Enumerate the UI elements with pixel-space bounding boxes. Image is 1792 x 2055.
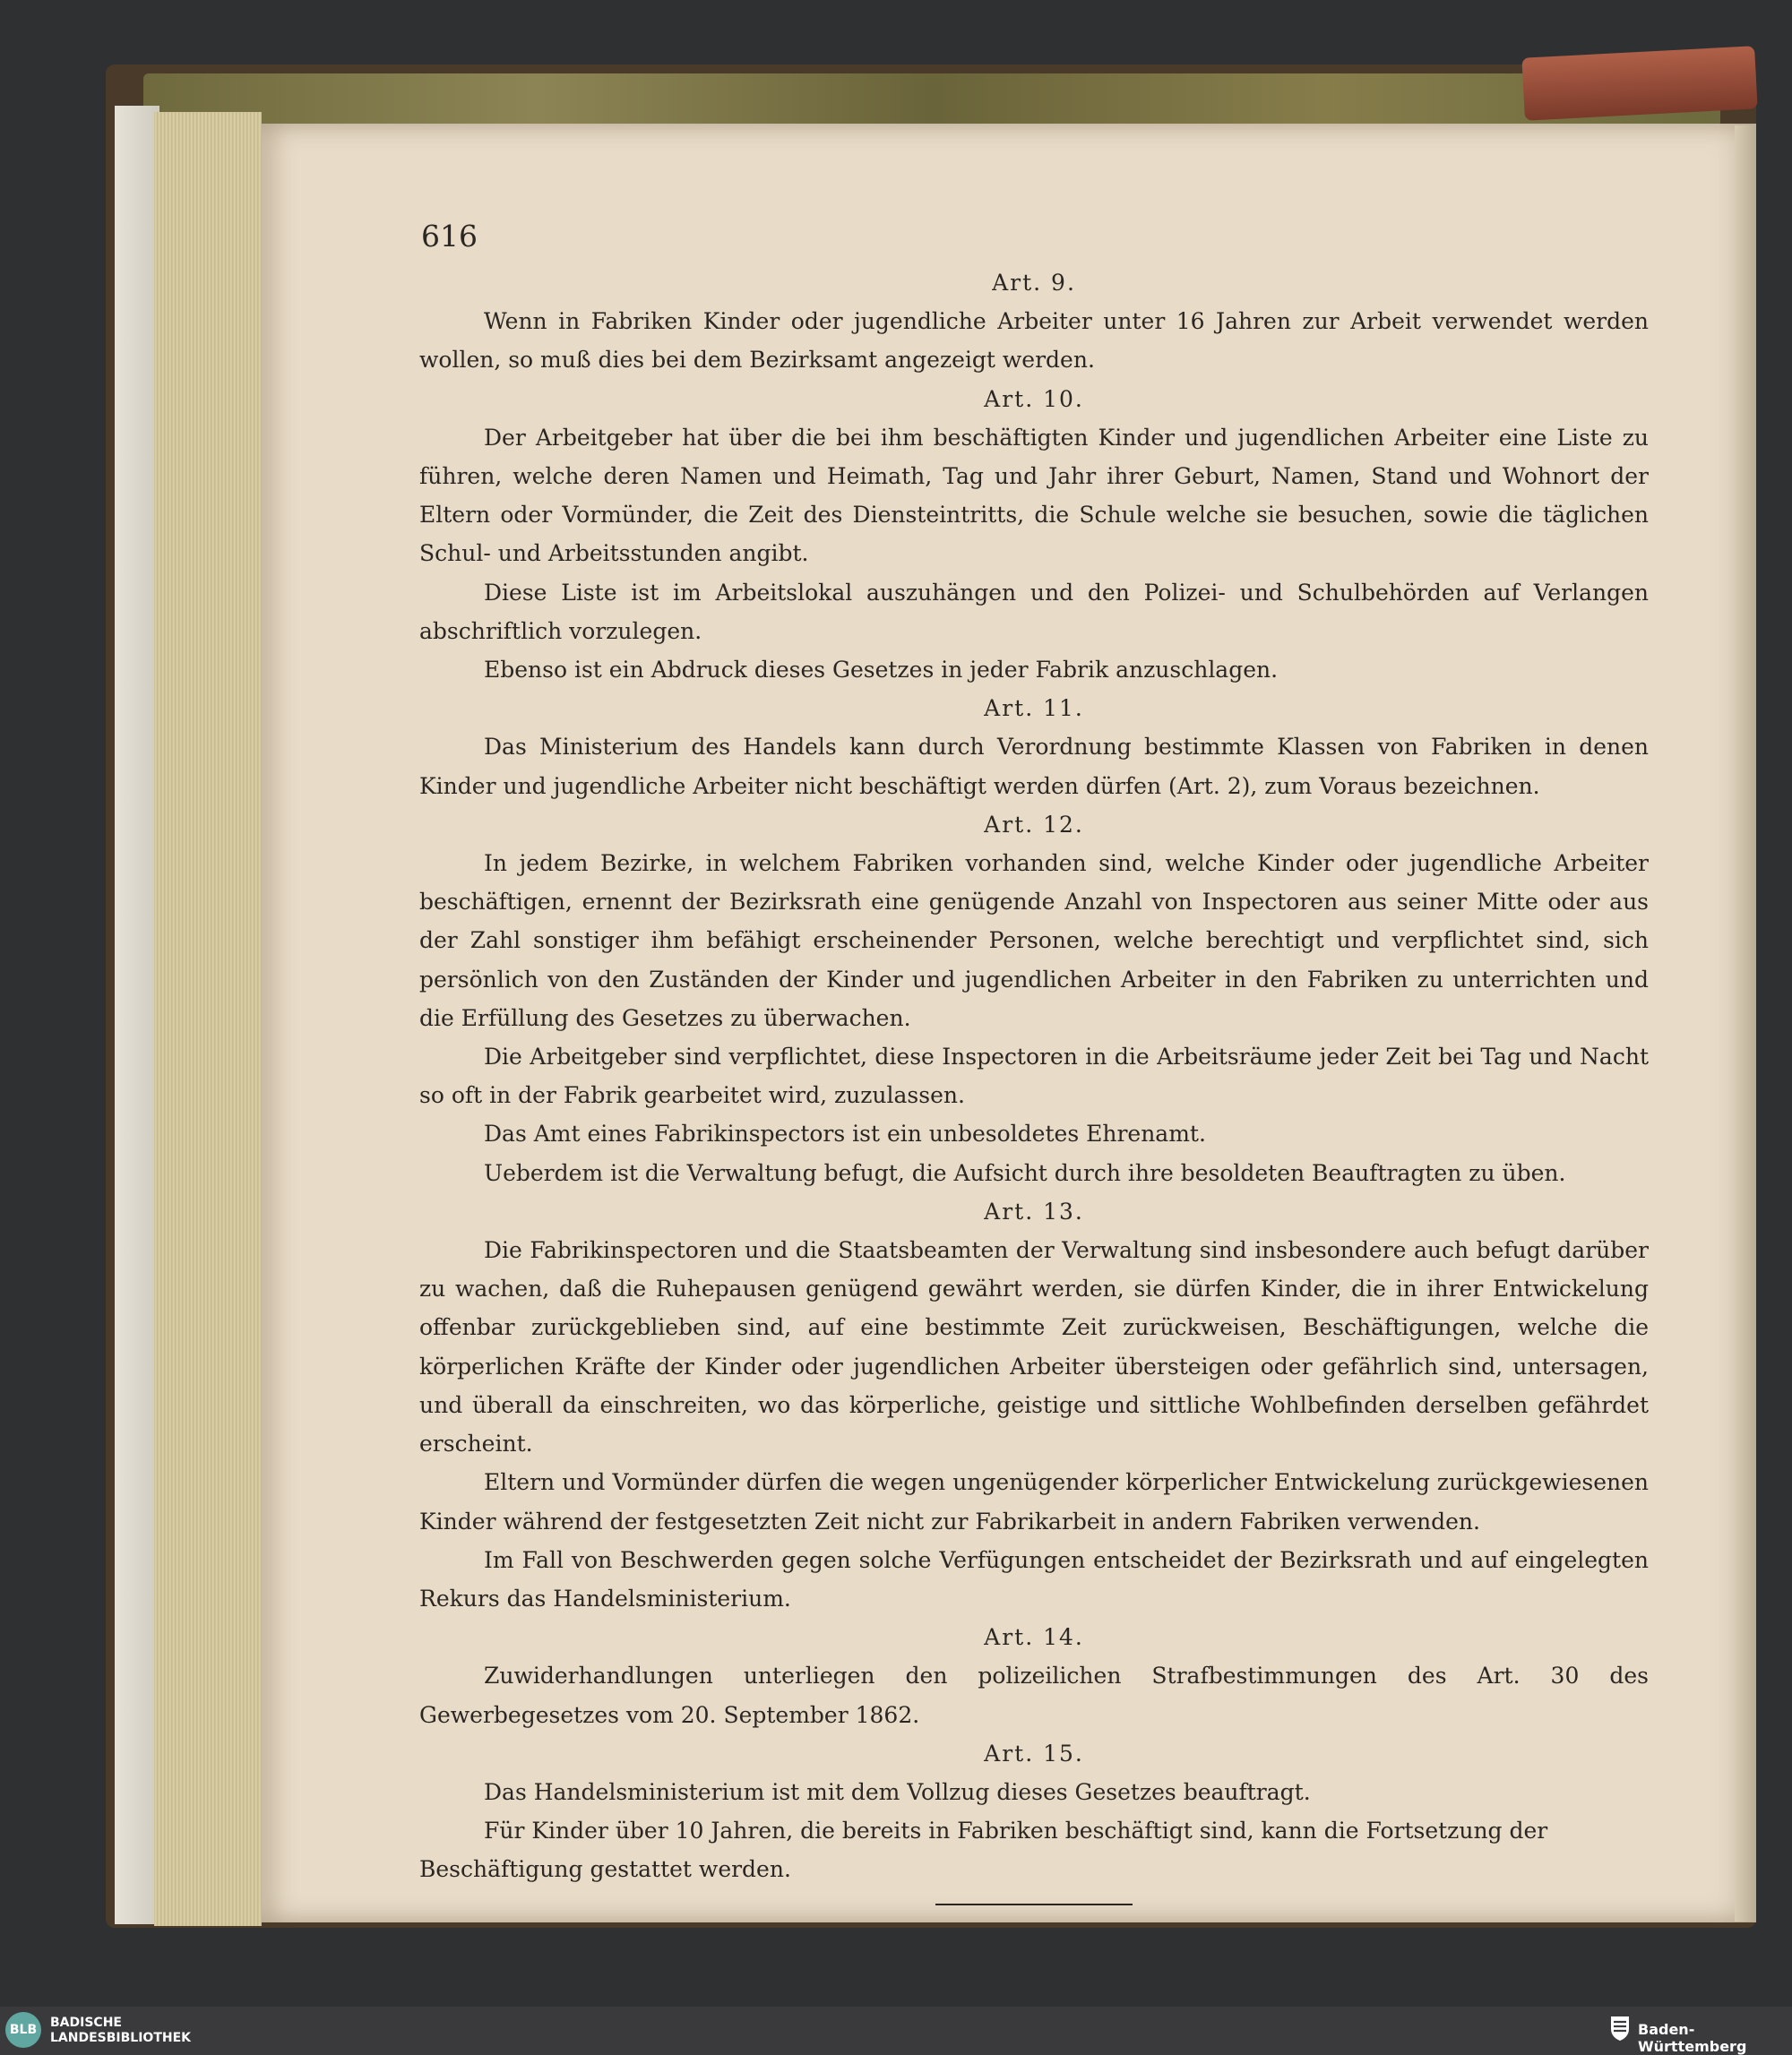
- paragraph: Das Ministerium des Handels kann durch Verordnung bestimmte Klassen von Fabriken in denen Kinder und jugendliche Arbeiter nicht beschäftigt werden dürfen (Art. 2), zum Voraus bezeichnen.: [419, 734, 1649, 799]
- paragraph: Der Arbeitgeber hat über die bei ihm beschäftigten Kinder und jugendlichen Arbeiter eine Liste zu führen, welche deren Namen und Heimath, Tag und Jahr ihrer Geburt, Namen, Stand und Wohnort der Eltern oder Vormünder, die Zeit des Diensteintritts, die Schule welche sie besuchen, sowie die täglichen Schul- und Arbeitsstunden angibt.: [419, 424, 1649, 567]
- library-name-line2: LANDESBIBLIOTHEK: [50, 2031, 192, 2045]
- article-heading: Art. 15.: [984, 1740, 1084, 1767]
- article-heading: Art. 11.: [984, 695, 1084, 722]
- state-name[interactable]: Baden-Württemberg: [1638, 2021, 1747, 2055]
- page-text: [419, 215, 1649, 1905]
- article-heading: Art. 9.: [992, 270, 1076, 296]
- paragraph: Ueberdem ist die Verwaltung befugt, die Aufsicht durch ihre besoldeten Beauftragten zu üben.: [484, 1159, 1566, 1186]
- page-stack: [154, 112, 262, 1926]
- library-name[interactable]: [50, 2016, 191, 2046]
- page-right-edge: [1735, 125, 1756, 1922]
- paragraph: Eltern und Vormünder dürfen die wegen ungenügender körperlicher Entwickelung zurückgewiesenen Kinder während der festgesetzten Zeit nicht zur Fabrikarbeit in andern Fabriken verwenden.: [419, 1469, 1649, 1535]
- book-left-cover: [115, 106, 159, 1924]
- paragraph: Das Handelsministerium ist mit dem Vollzug dieses Gesetzes beauftragt.: [484, 1778, 1311, 1805]
- page-number: 616: [421, 219, 478, 254]
- paragraph: Ebenso ist ein Abdruck dieses Gesetzes in jeder Fabrik anzuschlagen.: [484, 657, 1279, 684]
- paragraph: Das Amt eines Fabrikinspectors ist ein unbesoldetes Ehrenamt.: [484, 1121, 1206, 1148]
- paragraph: In jedem Bezirke, in welchem Fabriken vorhanden sind, welche Kinder oder jugendliche Arbeiter beschäftigen, ernennt der Bezirksrath eine genügende Anzahl von Inspectoren aus seiner Mitte oder aus der Zahl sonstiger ihm befähigt erscheinender Personen, welche berechtigt und verpflichtet sind, sich persönlich von den Zuständen der Kinder und jugendlichen Arbeiter in den Fabriken zu unterrichten und die Erfüllung des Gesetzes zu überwachen.: [419, 850, 1649, 1031]
- bookmark-ribbon: [1521, 46, 1757, 121]
- footer-bar: [0, 2007, 1792, 2052]
- paragraph: Für Kinder über 10 Jahren, die bereits in Fabriken beschäftigt sind, kann die Fortsetzung der Beschäftigung gestattet werden.: [419, 1818, 1548, 1883]
- article-heading: Art. 13.: [984, 1198, 1084, 1225]
- coat-of-arms-icon[interactable]: [1609, 2015, 1631, 2042]
- closing-rule: [935, 1904, 1133, 1905]
- paragraph: Zuwiderhandlungen unterliegen den polizeilichen Strafbestimmungen des Art. 30 des Gewerbegesetzes vom 20. September 1862.: [419, 1663, 1649, 1728]
- paragraph: Im Fall von Beschwerden gegen solche Verfügungen entscheidet der Bezirksrath und auf eingelegten Rekurs das Handelsministerium.: [419, 1546, 1649, 1612]
- paragraph: Die Fabrikinspectoren und die Staatsbeamten der Verwaltung sind insbesondere auch befugt darüber zu wachen, daß die Ruhepausen genügend gewährt werden, sie dürfen Kinder, die in ihrer Entwickelung offenbar zurückgeblieben sind, auf eine bestimmte Zeit zurückweisen, Beschäftigungen, welche die körperlichen Kräfte der Kinder oder jugendlichen Arbeiter übersteigen oder gefährlich sind, untersagen, und überall da einschreiten, wo das körperliche, geistige und sittliche Wohlbefinden derselben gefährdet erscheint.: [419, 1237, 1649, 1457]
- library-name-line1: BADISCHE: [50, 2016, 122, 2030]
- paragraph: Diese Liste ist im Arbeitslokal auszuhängen und den Polizei- und Schulbehörden auf Verlangen abschriftlich vorzulegen.: [419, 579, 1649, 644]
- article-heading: Art. 12.: [984, 811, 1084, 838]
- article-heading: Art. 10.: [984, 385, 1084, 412]
- paragraph: Wenn in Fabriken Kinder oder jugendliche Arbeiter unter 16 Jahren zur Arbeit verwendet werden wollen, so muß dies bei dem Bezirksamt angezeigt werden.: [419, 308, 1649, 374]
- book-top-edge: [143, 73, 1720, 127]
- article-heading: Art. 14.: [984, 1624, 1084, 1651]
- paragraph: Die Arbeitgeber sind verpflichtet, diese Inspectoren in die Arbeitsräume jeder Zeit bei Tag und Nacht so oft in der Fabrik gearbeitet wird, zuzulassen.: [419, 1044, 1649, 1109]
- blb-logo-icon[interactable]: BLB: [5, 2012, 41, 2048]
